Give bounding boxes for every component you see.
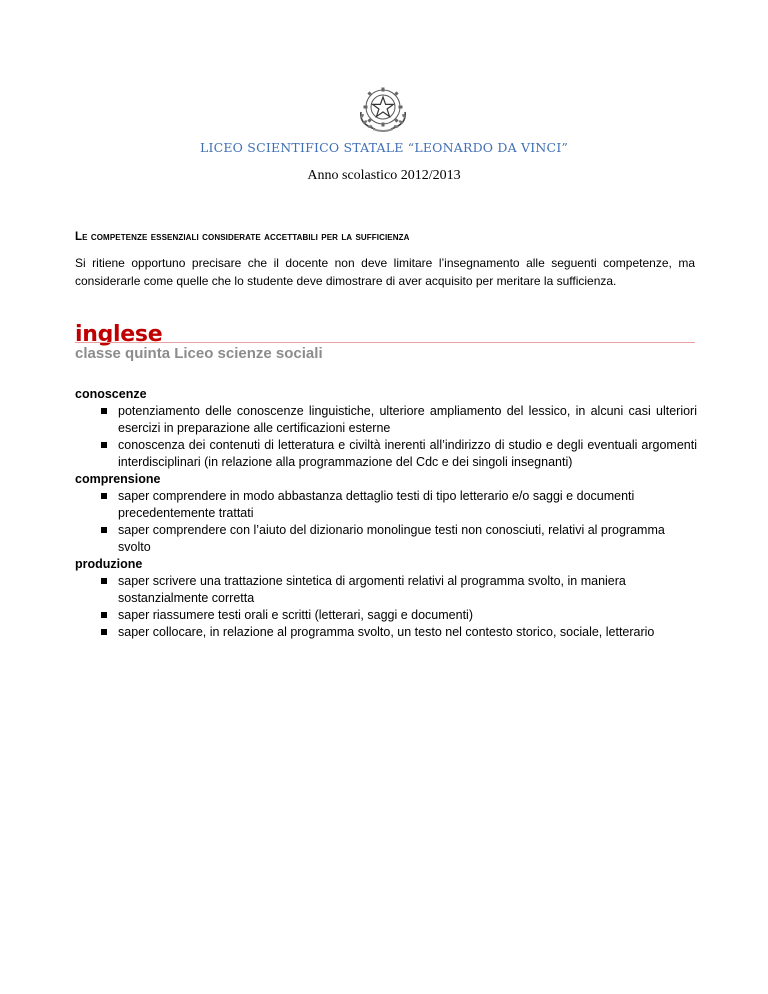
square-bullet-icon [101, 612, 107, 618]
category-items-comprensione [75, 488, 697, 556]
list-item [75, 607, 697, 624]
list-item [75, 437, 697, 471]
category-title-comprensione: comprensione [75, 472, 161, 486]
section-heading: Le competenze essenziali considerate accettabili per la sufficienza [75, 231, 410, 243]
list-item [75, 522, 697, 556]
category-title-produzione: produzione [75, 557, 143, 571]
square-bullet-icon [101, 493, 107, 499]
intro-paragraph: Si ritiene opportuno precisare che il docente non deve limitare l’insegnamento alle seguenti competenze, ma considerarle come quelle che lo studente deve dimostrare di aver acquisito per meritare la sufficienza. [75, 256, 695, 288]
list-item-text: saper riassumere testi orali e scritti (letterari, saggi e documenti) [118, 608, 473, 622]
list-item-text: saper comprendere in modo abbastanza dettaglio testi di tipo letterario e/o saggi e documenti precedentemente trattati [118, 489, 635, 520]
square-bullet-icon [101, 527, 107, 533]
list-item-text: saper scrivere una trattazione sintetica di argomenti relativi al programma svolto, in maniera sostanzialmente corretta [118, 574, 626, 605]
list-item [75, 488, 697, 522]
category-title-conoscenze: conoscenze [75, 387, 147, 401]
competences-list [75, 386, 697, 641]
title-divider [75, 342, 695, 343]
square-bullet-icon [101, 442, 107, 448]
italian-republic-emblem-icon [355, 82, 411, 132]
list-item-text: potenziamento delle conoscenze linguistiche, ulteriore ampliamento del lessico, in alcuni casi ulteriori esercizi in preparazione alle certificazioni esterne [118, 404, 697, 435]
list-item-text: saper comprendere con l’aiuto del dizionario monolingue testi non conosciuti, relativi al programma svolto [118, 523, 665, 554]
square-bullet-icon [101, 408, 107, 414]
square-bullet-icon [101, 578, 107, 584]
square-bullet-icon [101, 629, 107, 635]
school-name: LICEO SCIENTIFICO STATALE “LEONARDO DA VINCI” [199, 140, 569, 155]
list-item-text: conoscenza dei contenuti di letteratura e civiltà inerenti all’indirizzo di studio e degli eventuali argomenti interdisciplinari (in relazione alla programmazione del Cdc e dei singoli insegnanti) [118, 438, 697, 469]
list-item [75, 573, 697, 607]
category-items-conoscenze [75, 403, 697, 471]
school-year: Anno scolastico 2012/2013 [307, 168, 461, 183]
category-items-produzione [75, 573, 697, 641]
list-item [75, 624, 697, 641]
class-label: classe quinta Liceo scienze sociali [75, 345, 323, 362]
list-item [75, 403, 697, 437]
subject-title: inglese [75, 322, 163, 347]
list-item-text: saper collocare, in relazione al programma svolto, un testo nel contesto storico, sociale, letterario [118, 625, 655, 639]
